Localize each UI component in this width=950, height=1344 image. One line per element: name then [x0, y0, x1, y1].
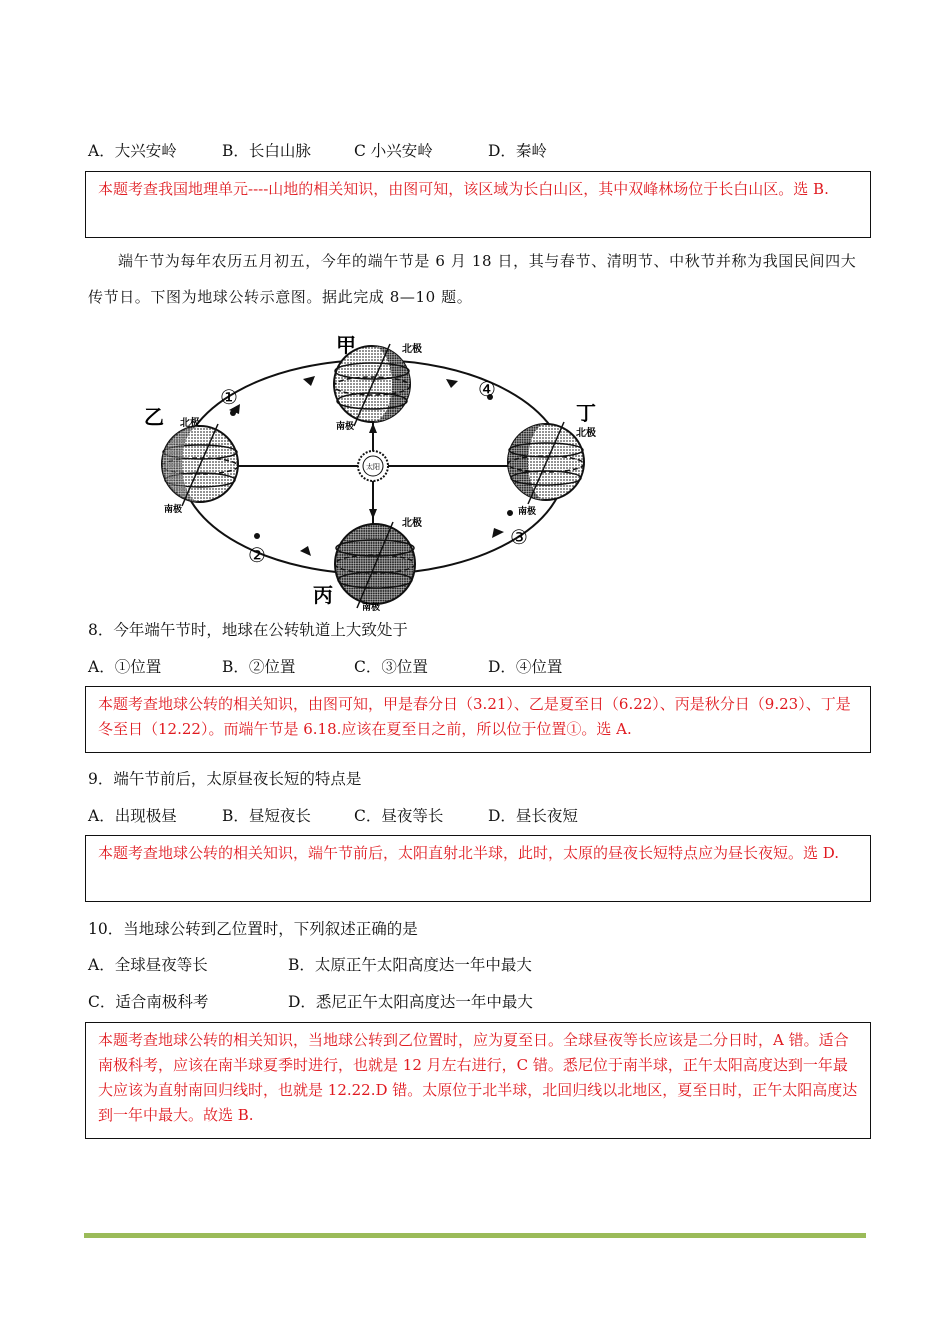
q8-option-c: C．③位置 [354, 658, 428, 676]
label-bing-north: 北极 [402, 518, 422, 529]
q10-option-b: B．太原正午太阳高度达一年中最大 [288, 956, 532, 974]
q10-option-c: C．适合南极科考 [88, 993, 209, 1011]
q10-stem: 10．当地球公转到乙位置时，下列叙述正确的是 [88, 920, 418, 938]
marker-1: ① [220, 385, 238, 409]
q7-answer-text: 本题考查我国地理单元----山地的相关知识，由图可知，该区域为长白山区，其中双峰林场位于长白山区。选 B. [98, 180, 829, 198]
marker-2: ② [248, 543, 266, 567]
label-bing: 丙 [313, 583, 333, 607]
q8-option-d: D．④位置 [488, 658, 563, 676]
label-yi-south: 南极 [164, 505, 183, 515]
q9-option-a: A．出现极昼 [88, 807, 177, 825]
q9-stem: 9．端午节前后，太原昼夜长短的特点是 [88, 770, 362, 788]
q8-answer-text: 本题考查地球公转的相关知识，由图可知，甲是春分日（3.21）、乙是夏至日（6.22）、丙是秋分日（9.23）、丁是冬至日（12.22）。而端午节是 6.18.应该在夏至日之前，所以位于位置①。选 A. [98, 695, 851, 738]
q7-answer-box [85, 171, 871, 238]
q7-option-b: B．长白山脉 [222, 142, 311, 160]
q9-answer-text: 本题考查地球公转的相关知识，端午节前后，太阳直射北半球，此时，太原的昼夜长短特点应为昼长夜短。选 D. [98, 844, 840, 862]
marker-4: ④ [478, 377, 496, 401]
globe-yi [162, 424, 238, 506]
q10-option-d: D．悉尼正午太阳高度达一年中最大 [288, 993, 533, 1011]
section-intro: 端午节为每年农历五月初五，今年的端午节是 6 月 18 日，其与春节、清明节、中秋节并称为我国民间四大传节日。下图为地球公转示意图。据此完成 8—10 题。 [88, 252, 857, 306]
q10-answer-box [85, 1022, 871, 1139]
marker-3: ③ [510, 525, 528, 549]
q9-option-b: B．昼短夜长 [222, 807, 311, 825]
q10-answer-text: 本题考查地球公转的相关知识，当地球公转到乙位置时，应为夏至日。全球昼夜等长应该是二分日时，A 错。适合南极科考，应该在南半球夏季时进行，也就是 12 月左右进行，C 错。悉尼位于南半球，正午太阳高度达到一年最大应该为直射南回归线时，也就是 12.22.D 错。太原位于北半球，北回归线以北地区，夏至日时，正午太阳高度达到一年中最大。故选 B. [98, 1031, 858, 1124]
label-ding-north: 北极 [576, 428, 596, 439]
q8-option-a: A．①位置 [88, 658, 162, 676]
label-jia-north: 北极 [402, 344, 422, 355]
q9-option-d: D．昼长夜短 [488, 807, 578, 825]
label-jia-south: 南极 [336, 422, 355, 432]
globe-bing [335, 522, 415, 608]
label-ding: 丁 [576, 401, 596, 425]
q10-option-a: A．全球昼夜等长 [88, 956, 208, 974]
q8-answer-box [85, 686, 871, 753]
label-bing-south: 南极 [362, 603, 381, 612]
q9-option-c: C．昼夜等长 [354, 807, 444, 825]
q8-stem: 8．今年端午节时，地球在公转轨道上大致处于 [88, 621, 408, 639]
earth-revolution-diagram [140, 326, 610, 612]
q7-option-c: C 小兴安岭 [354, 142, 433, 160]
globe-ding [508, 422, 584, 504]
label-yi: 乙 [144, 405, 164, 429]
footer-rule [84, 1233, 866, 1238]
label-yi-north: 北极 [180, 418, 200, 429]
label-ding-south: 南极 [518, 507, 537, 517]
sun-icon [358, 451, 388, 481]
sun-label: 太阳 [366, 463, 380, 471]
q9-answer-box [85, 835, 871, 902]
q7-option-a: A．大兴安岭 [88, 142, 177, 160]
q7-option-d: D．秦岭 [488, 142, 547, 160]
label-jia: 甲 [336, 333, 356, 357]
q8-option-b: B．②位置 [222, 658, 296, 676]
